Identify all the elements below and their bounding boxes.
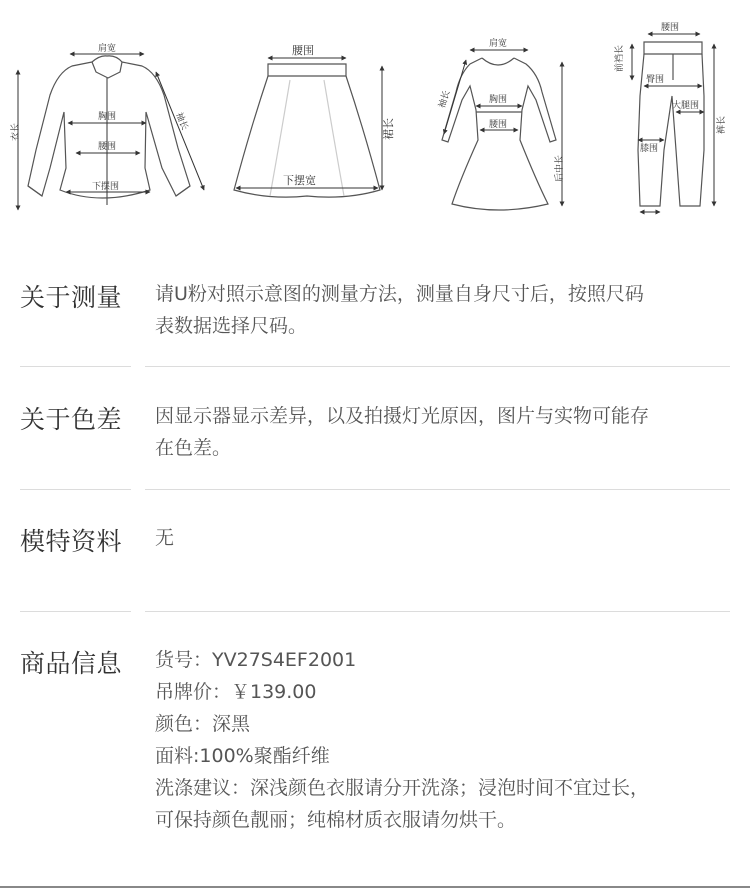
shirt-chest-label: 胸围	[98, 112, 117, 122]
divider	[20, 489, 730, 490]
product-sku: 货号：YV27S4EF2001	[155, 649, 357, 671]
product-fabric: 面料:100%聚酯纤维	[155, 745, 330, 767]
pants-thigh-label: 大腿围	[672, 101, 700, 111]
dress-sleeve-label: 袖长	[437, 89, 453, 110]
dress-diagram	[442, 58, 556, 210]
shirt-length-label: 衣长	[11, 122, 21, 141]
dress-shoulder-label: 肩宽	[489, 39, 508, 49]
measurement-line: 表数据选择尺码。	[155, 315, 308, 337]
product-price: 吊牌价：￥139.00	[155, 681, 317, 703]
color-diff-line: 在色差。	[155, 437, 232, 459]
pants-knee-label: 膝围	[640, 144, 659, 154]
shirt-waist-label: 腰围	[98, 142, 117, 152]
skirt-length-label: 裙长	[382, 118, 395, 140]
measurement-text	[155, 278, 730, 342]
bottom-rule	[0, 886, 750, 888]
product-info-title: 商品信息	[20, 649, 123, 678]
divider	[20, 366, 730, 367]
measurement-title: 关于测量	[20, 283, 123, 312]
pants-length-label: 裤长	[717, 115, 727, 134]
color-diff-title: 关于色差	[20, 405, 123, 434]
shirt-sleeve-label: 袖长	[173, 111, 190, 132]
skirt-hem-label: 下摆宽	[283, 174, 316, 187]
color-diff-line: 因显示器显示差异，以及拍摄灯光原因，图片与实物可能存	[155, 405, 650, 427]
model-info-text	[155, 522, 730, 554]
product-care-line: 可保持颜色靓丽；纯棉材质衣服请勿烘干。	[155, 809, 517, 831]
dress-chest-label: 胸围	[489, 95, 508, 105]
shirt-hem-label: 下摆围	[92, 182, 120, 192]
pants-hip-label: 臀围	[646, 75, 665, 85]
product-color: 颜色：深黑	[155, 713, 251, 735]
model-info-line: 无	[155, 527, 175, 549]
product-care-line: 洗涤建议：深浅颜色衣服请分开洗涤；浸泡时间不宜过长，	[155, 777, 650, 799]
color-diff-text	[155, 400, 730, 464]
shirt-shoulder-label: 肩宽	[98, 44, 117, 54]
measurement-line: 请U粉对照示意图的测量方法，测量自身尺寸后，按照尺码	[155, 283, 644, 305]
divider	[20, 611, 730, 612]
dress-length-label: 后中长	[555, 154, 565, 182]
skirt-waist-label: 腰围	[292, 44, 314, 57]
model-info-title: 模特资料	[20, 527, 123, 556]
product-info-text	[155, 644, 730, 836]
measurement-diagrams	[0, 0, 750, 230]
pants-diagram	[638, 42, 704, 206]
pants-rise-label: 前裆长	[615, 44, 625, 72]
pants-waist-label: 腰围	[661, 23, 680, 33]
dress-waist-label: 腰围	[489, 120, 508, 130]
